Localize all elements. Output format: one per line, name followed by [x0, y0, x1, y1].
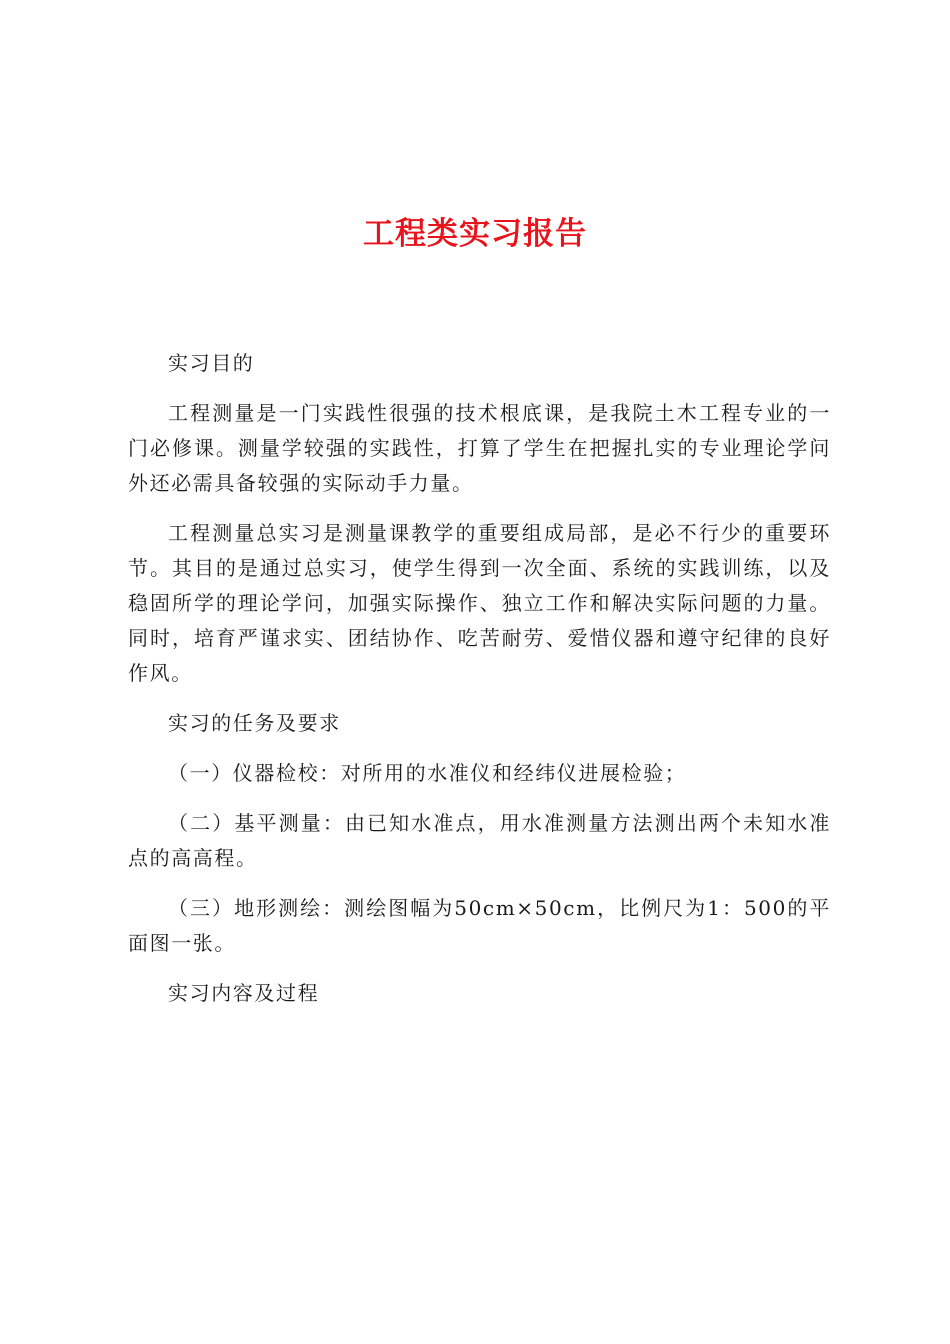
section-heading-tasks: 实习的任务及要求: [168, 711, 341, 735]
task-item-1: （一）仪器检校：对所用的水准仪和经纬仪进展检验；: [168, 761, 687, 785]
task-item-3: （三）地形测绘：测绘图幅为50cm×50cm，比例尺为1：500的平面图一张。: [128, 896, 831, 955]
section-heading-purpose: 实习目的: [168, 351, 255, 375]
document-title: 工程类实习报告: [363, 216, 587, 252]
paragraph-purpose-1: 工程测量是一门实践性很强的技术根底课，是我院土木工程专业的一门必修课。测量学较强的实践性，打算了学生在把握扎实的专业理论学问外还必需具备较强的实际动手力量。: [128, 401, 831, 495]
document-body: [128, 346, 831, 1026]
task-item-2: （二）基平测量：由已知水准点，用水准测量方法测出两个未知水准点的高高程。: [128, 811, 831, 870]
section-heading-content: 实习内容及过程: [168, 981, 320, 1005]
paragraph-purpose-2: 工程测量总实习是测量课教学的重要组成局部，是必不行少的重要环节。其目的是通过总实习，使学生得到一次全面、系统的实践训练，以及稳固所学的理论学问，加强实际操作、独立工作和解决实际问题的力量。同时，培育严谨求实、团结协作、吃苦耐劳、爱惜仪器和遵守纪律的良好作风。: [128, 521, 831, 685]
